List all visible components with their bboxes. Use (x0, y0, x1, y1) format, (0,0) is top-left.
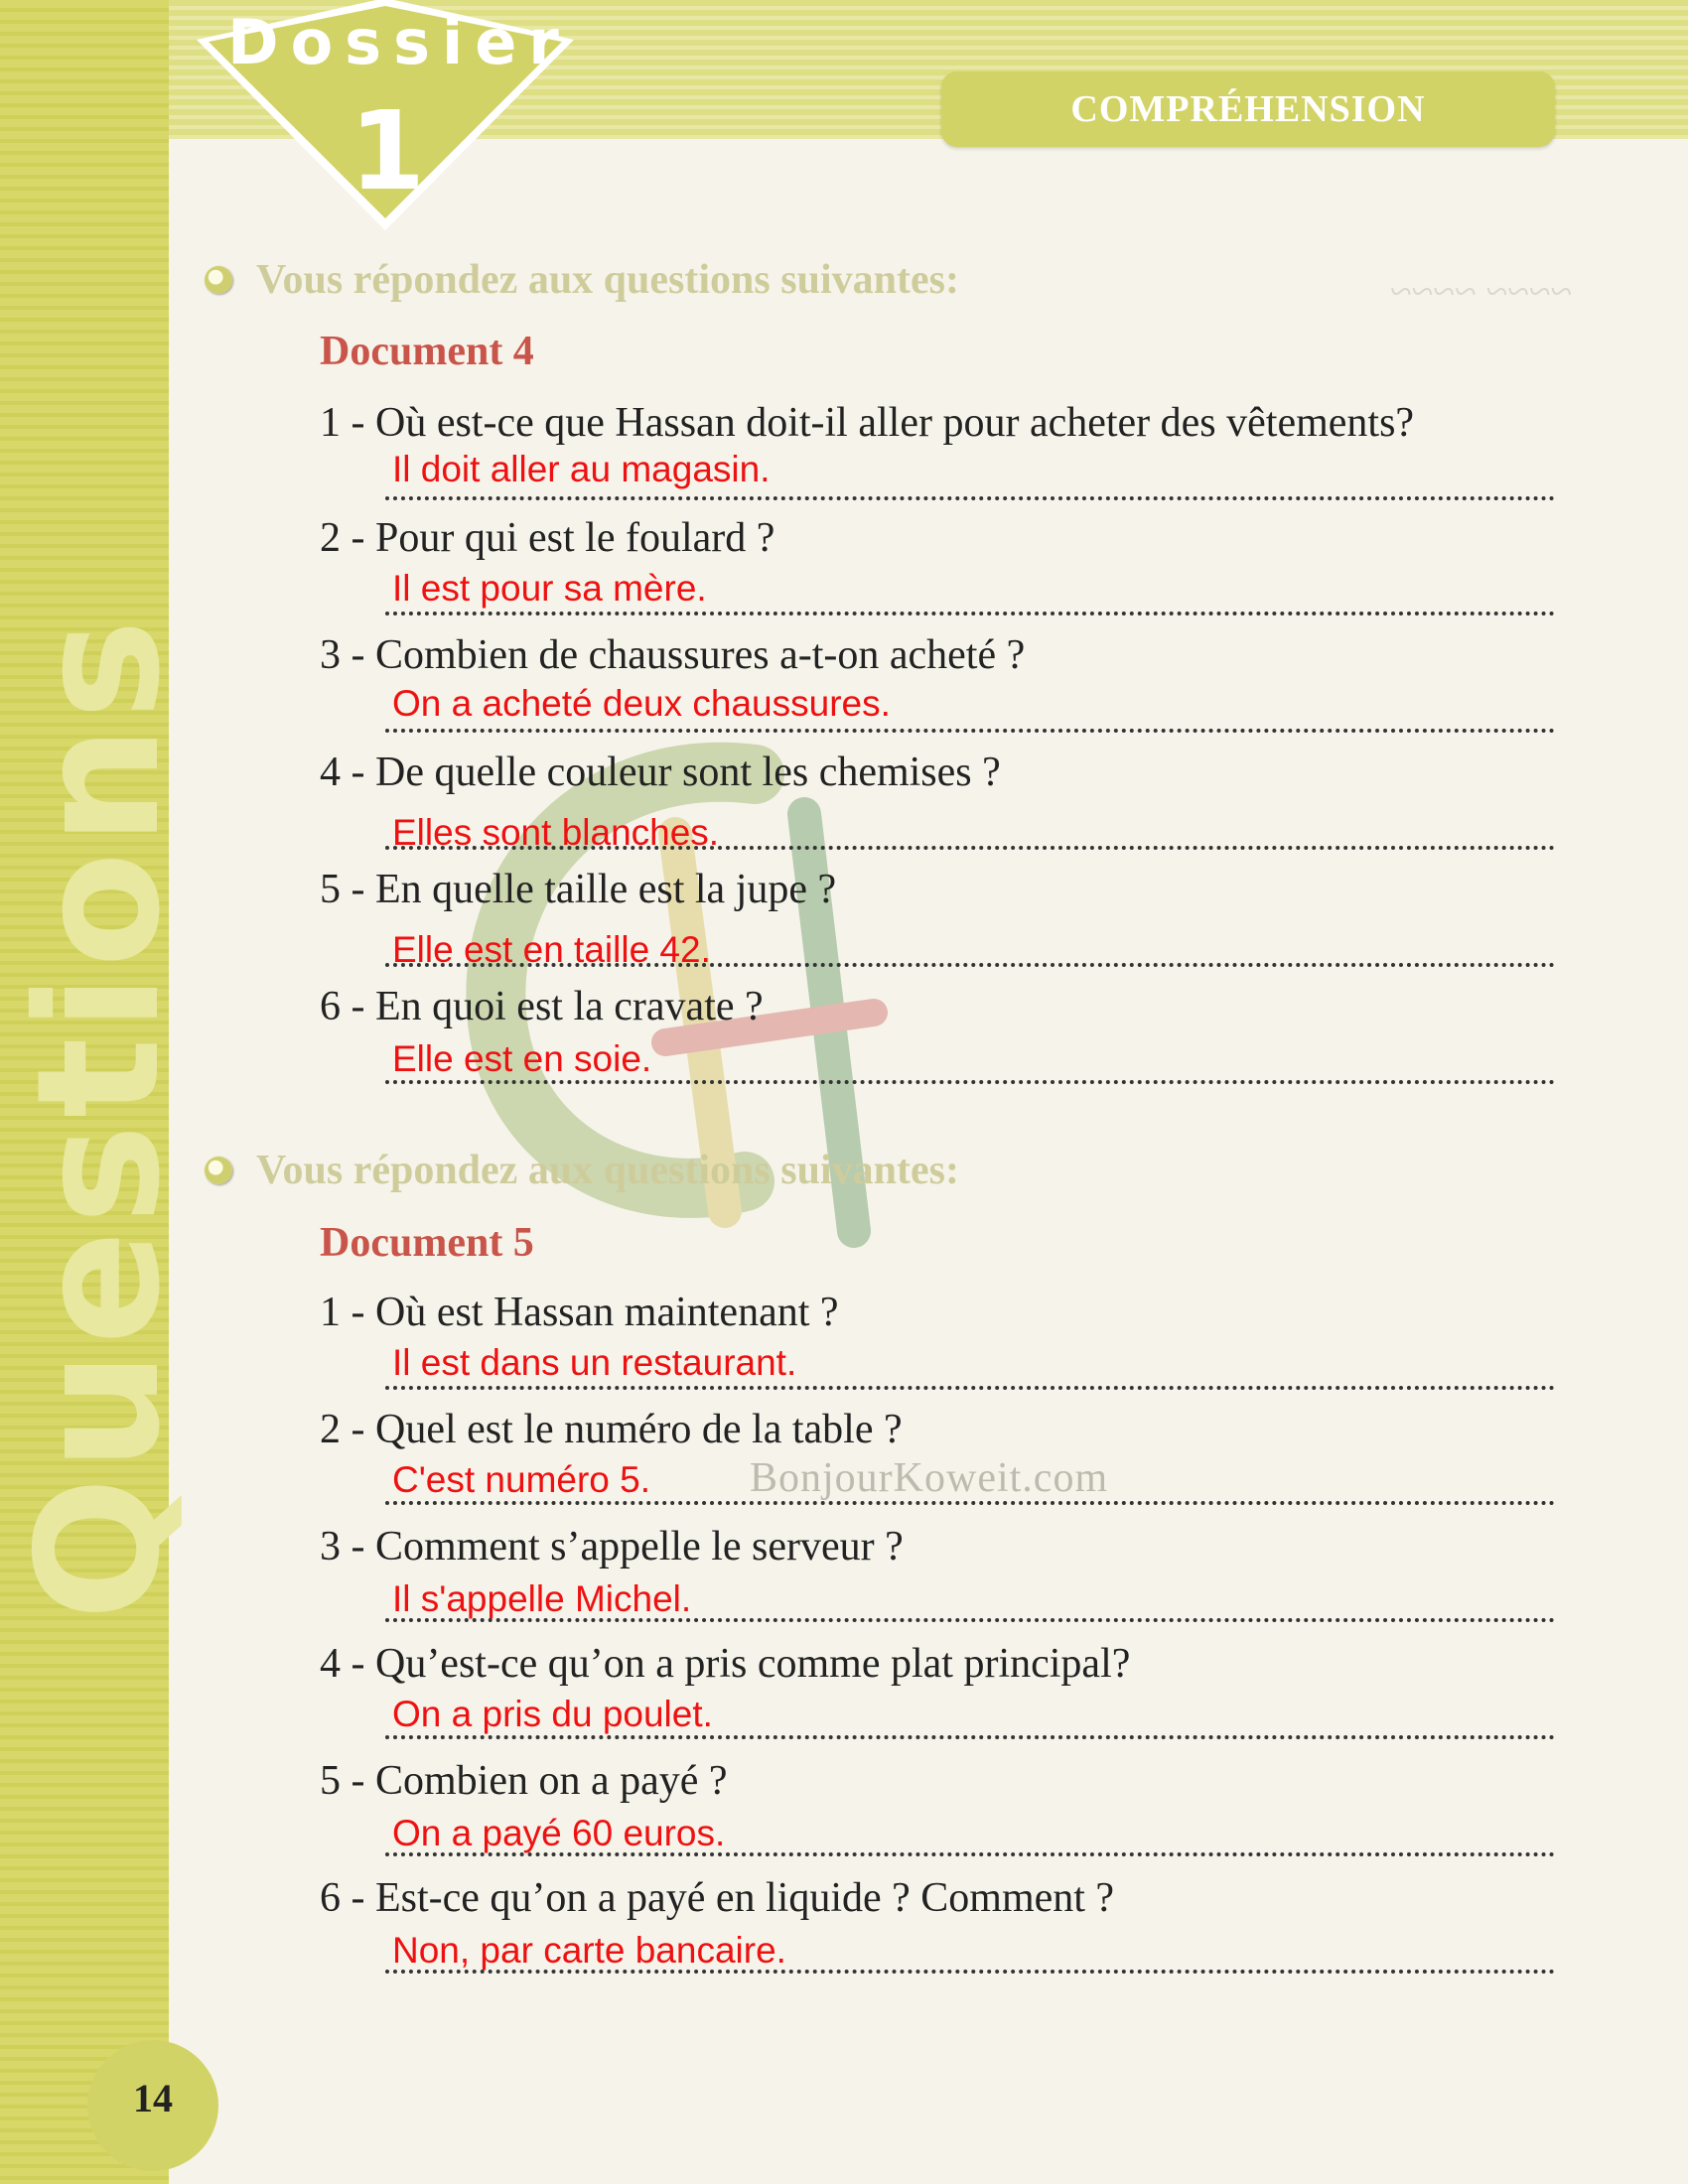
answer-dotted-line (385, 1852, 1555, 1856)
question-text: 6 - Est-ce qu’on a payé en liquide ? Comment ? (320, 1875, 1115, 1921)
question-text: 3 - Combien de chaussures a-t-on acheté ? (320, 632, 1026, 678)
document-title: Document 5 (320, 1220, 534, 1266)
answer-text[interactable]: Il doit aller au magasin. (392, 449, 771, 489)
answer-text[interactable]: C'est numéro 5. (392, 1459, 651, 1500)
question-text: 5 - Combien on a payé ? (320, 1758, 728, 1804)
question-text: 1 - Où est-ce que Hassan doit-il aller pour acheter des vêtements? (320, 400, 1415, 446)
answer-text[interactable]: Non, par carte bancaire. (392, 1930, 786, 1971)
side-band-text: Questions (1, 613, 198, 1621)
watermark-text: BonjourKoweit.com (750, 1455, 1109, 1501)
section-header (941, 71, 1555, 147)
answer-dotted-line (385, 612, 1555, 615)
answer-dotted-line (385, 1386, 1555, 1390)
answer-text[interactable]: Il s'appelle Michel. (392, 1578, 692, 1619)
answer-dotted-line (385, 1080, 1555, 1084)
question-text: 6 - En quoi est la cravate ? (320, 984, 764, 1029)
answer-dotted-line (385, 1970, 1555, 1974)
question-text: 2 - Pour qui est le foulard ? (320, 515, 775, 561)
answer-dotted-line (385, 1501, 1555, 1505)
answer-text[interactable]: Elle est en soie. (392, 1038, 652, 1079)
answer-dotted-line (385, 963, 1555, 967)
bullet-icon (205, 1157, 232, 1184)
question-text: 5 - En quelle taille est la jupe ? (320, 867, 837, 912)
bullet-icon (205, 266, 232, 294)
dossier-number: 1 (349, 87, 426, 214)
section-title: COMPRÉHENSION (1070, 88, 1426, 130)
question-text: 4 - Qu’est-ce qu’on a pris comme plat principal? (320, 1641, 1131, 1687)
answer-text[interactable]: On a payé 60 euros. (392, 1813, 726, 1853)
answer-dotted-line (385, 1618, 1555, 1622)
question-text: 1 - Où est Hassan maintenant ? (320, 1290, 839, 1335)
answer-dotted-line (385, 1735, 1555, 1739)
side-decorative-band (0, 0, 198, 2184)
answer-text[interactable]: Elles sont blanches. (392, 812, 720, 853)
instruction-heading: Vous répondez aux questions suivantes: (256, 256, 959, 304)
answer-text[interactable]: Il est dans un restaurant. (392, 1342, 797, 1383)
answer-dotted-line (385, 729, 1555, 733)
question-text: 2 - Quel est le numéro de la table ? (320, 1407, 903, 1452)
dossier-label: Dossier (227, 6, 571, 78)
instruction-heading: Vous répondez aux questions suivantes: (256, 1147, 959, 1194)
document-title: Document 4 (320, 329, 534, 374)
answer-dotted-line (385, 846, 1555, 850)
answer-text[interactable]: Elle est en taille 42. (392, 929, 711, 970)
page-number: 14 (133, 2076, 173, 2120)
answer-dotted-line (385, 496, 1555, 500)
question-text: 3 - Comment s’appelle le serveur ? (320, 1524, 904, 1570)
question-text: 4 - De quelle couleur sont les chemises ? (320, 750, 1001, 795)
answer-text[interactable]: Il est pour sa mère. (392, 568, 707, 609)
answer-text[interactable]: On a pris du poulet. (392, 1694, 713, 1734)
bleed-through-decoration: ~~~~ ~~~~ (1390, 269, 1573, 314)
answer-text[interactable]: On a acheté deux chaussures. (392, 683, 891, 724)
